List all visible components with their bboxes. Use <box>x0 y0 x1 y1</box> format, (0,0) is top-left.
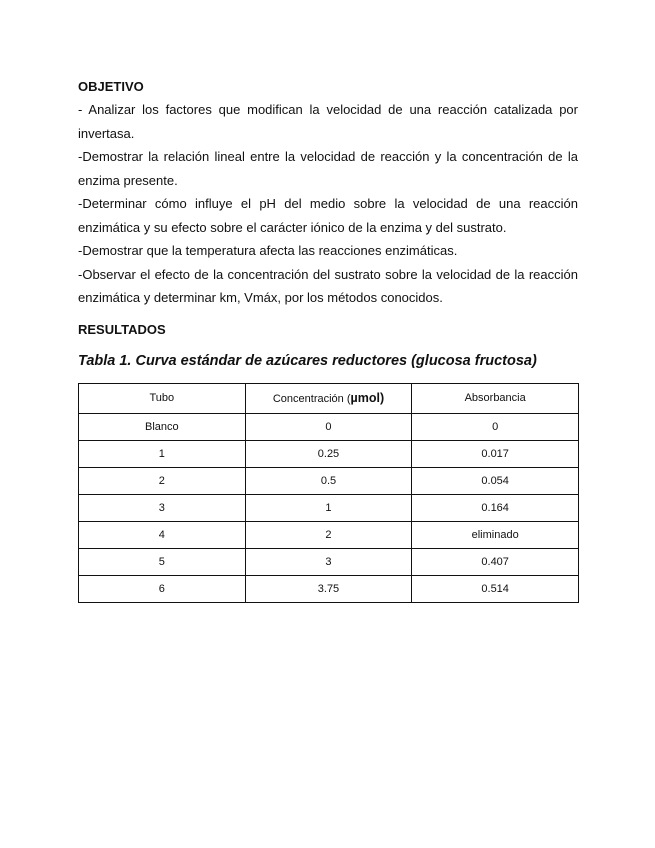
objetivo-item: -Demostrar que la temperatura afecta las reacciones enzimáticas. <box>78 243 458 258</box>
header-concentracion-suffix: ) <box>379 391 385 405</box>
cell-tubo: 4 <box>79 521 246 548</box>
cell-absorbancia: eliminado <box>412 521 579 548</box>
cell-concentracion: 0 <box>245 413 412 440</box>
cell-tubo: Blanco <box>79 413 246 440</box>
cell-tubo: 2 <box>79 467 246 494</box>
table-row <box>79 494 579 521</box>
cell-absorbancia: 0 <box>412 413 579 440</box>
objetivo-list <box>78 98 578 310</box>
objetivo-heading: OBJETIVO <box>78 79 144 94</box>
table-row <box>79 548 579 575</box>
cell-concentracion: 0.5 <box>245 467 412 494</box>
table-header-row <box>79 383 579 413</box>
cell-concentracion: 3.75 <box>245 575 412 602</box>
header-tubo: Tubo <box>79 383 246 413</box>
objetivo-item: - Analizar los factores que modifican la velocidad de una reacción catalizada por invertasa. <box>78 102 578 141</box>
header-absorbancia: Absorbancia <box>412 383 579 413</box>
table-caption: Tabla 1. Curva estándar de azúcares reductores (glucosa fructosa) <box>78 352 537 369</box>
table-row <box>79 440 579 467</box>
document-page <box>78 76 578 603</box>
header-concentracion-unit: µmol <box>350 391 380 405</box>
resultados-heading: RESULTADOS <box>78 321 166 337</box>
cell-absorbancia: 0.407 <box>412 548 579 575</box>
cell-tubo: 1 <box>79 440 246 467</box>
header-concentracion <box>245 383 412 413</box>
table-row <box>79 413 579 440</box>
cell-absorbancia: 0.514 <box>412 575 579 602</box>
cell-concentracion: 0.25 <box>245 440 412 467</box>
cell-absorbancia: 0.164 <box>412 494 579 521</box>
objetivo-item: -Observar el efecto de la concentración del sustrato sobre la velocidad de la reacción enzimática y determinar km, Vmáx, por los métodos conocidos. <box>78 266 578 305</box>
cell-concentracion: 2 <box>245 521 412 548</box>
cell-absorbancia: 0.054 <box>412 467 579 494</box>
cell-tubo: 5 <box>79 548 246 575</box>
standard-curve-table <box>78 383 579 603</box>
cell-absorbancia: 0.017 <box>412 440 579 467</box>
table-row <box>79 521 579 548</box>
cell-tubo: 3 <box>79 494 246 521</box>
cell-tubo: 6 <box>79 575 246 602</box>
objetivo-item: -Demostrar la relación lineal entre la velocidad de reacción y la concentración de la enzima presente. <box>78 149 578 188</box>
table-row <box>79 575 579 602</box>
table-row <box>79 467 579 494</box>
header-concentracion-prefix: Concentración ( <box>272 393 351 405</box>
objetivo-item: -Determinar cómo influye el pH del medio sobre la velocidad de una reacción enzimática y su efecto sobre el carácter iónico de la enzima y del sustrato. <box>78 196 578 235</box>
cell-concentracion: 3 <box>245 548 412 575</box>
cell-concentracion: 1 <box>245 494 412 521</box>
